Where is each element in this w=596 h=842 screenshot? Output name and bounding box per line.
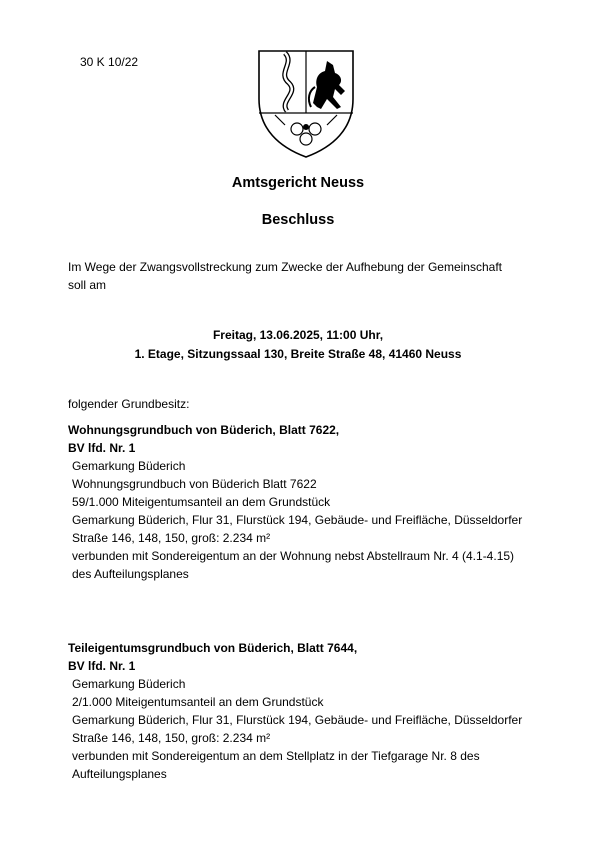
- property-title: Wohnungsgrundbuch von Büderich, Blatt 7622,: [68, 423, 340, 437]
- appointment: [0, 326, 596, 364]
- property-line: Straße 146, 148, 150, groß: 2.234 m²: [72, 731, 271, 745]
- appointment-location: 1. Etage, Sitzungssaal 130, Breite Straße 48, 41460 Neuss: [134, 347, 462, 361]
- court-name: Amtsgericht Neuss: [231, 175, 365, 191]
- intro-text: [68, 258, 538, 294]
- property-line: Gemarkung Büderich: [72, 677, 186, 691]
- property-line: Gemarkung Büderich: [72, 459, 186, 473]
- document-type: Beschluss: [261, 212, 335, 228]
- property-block: [68, 421, 552, 583]
- nrw-coat-of-arms-icon: [255, 47, 357, 161]
- property-title: Teileigentumsgrundbuch von Büderich, Blatt 7644,: [68, 641, 358, 655]
- property-bv: BV lfd. Nr. 1: [68, 659, 136, 673]
- property-line: Gemarkung Büderich, Flur 31, Flurstück 194, Gebäude- und Freifläche, Düsseldorfer: [72, 513, 523, 527]
- lead-text: folgender Grundbesitz:: [68, 397, 190, 411]
- intro-line: soll am: [68, 278, 107, 292]
- property-line: verbunden mit Sondereigentum an der Wohnung nebst Abstellraum Nr. 4 (4.1-4.15): [72, 549, 515, 563]
- property-block: [68, 639, 552, 783]
- appointment-date-time: Freitag, 13.06.2025, 11:00 Uhr,: [212, 328, 384, 342]
- property-bv: BV lfd. Nr. 1: [68, 441, 136, 455]
- property-line: 2/1.000 Miteigentumsanteil an dem Grundstück: [72, 695, 324, 709]
- property-line: Aufteilungsplanes: [72, 767, 167, 781]
- property-line: Straße 146, 148, 150, groß: 2.234 m²: [72, 531, 271, 545]
- intro-line: Im Wege der Zwangsvollstreckung zum Zwecke der Aufhebung der Gemeinschaft: [68, 260, 502, 274]
- property-line: Wohnungsgrundbuch von Büderich Blatt 7622: [72, 477, 317, 491]
- property-line: verbunden mit Sondereigentum an dem Stellplatz in der Tiefgarage Nr. 8 des: [72, 749, 480, 763]
- property-line: des Aufteilungsplanes: [72, 567, 189, 581]
- property-line: 59/1.000 Miteigentumsanteil an dem Grundstück: [72, 495, 331, 509]
- case-number: 30 K 10/22: [80, 55, 139, 69]
- property-line: Gemarkung Büderich, Flur 31, Flurstück 194, Gebäude- und Freifläche, Düsseldorfer: [72, 713, 523, 727]
